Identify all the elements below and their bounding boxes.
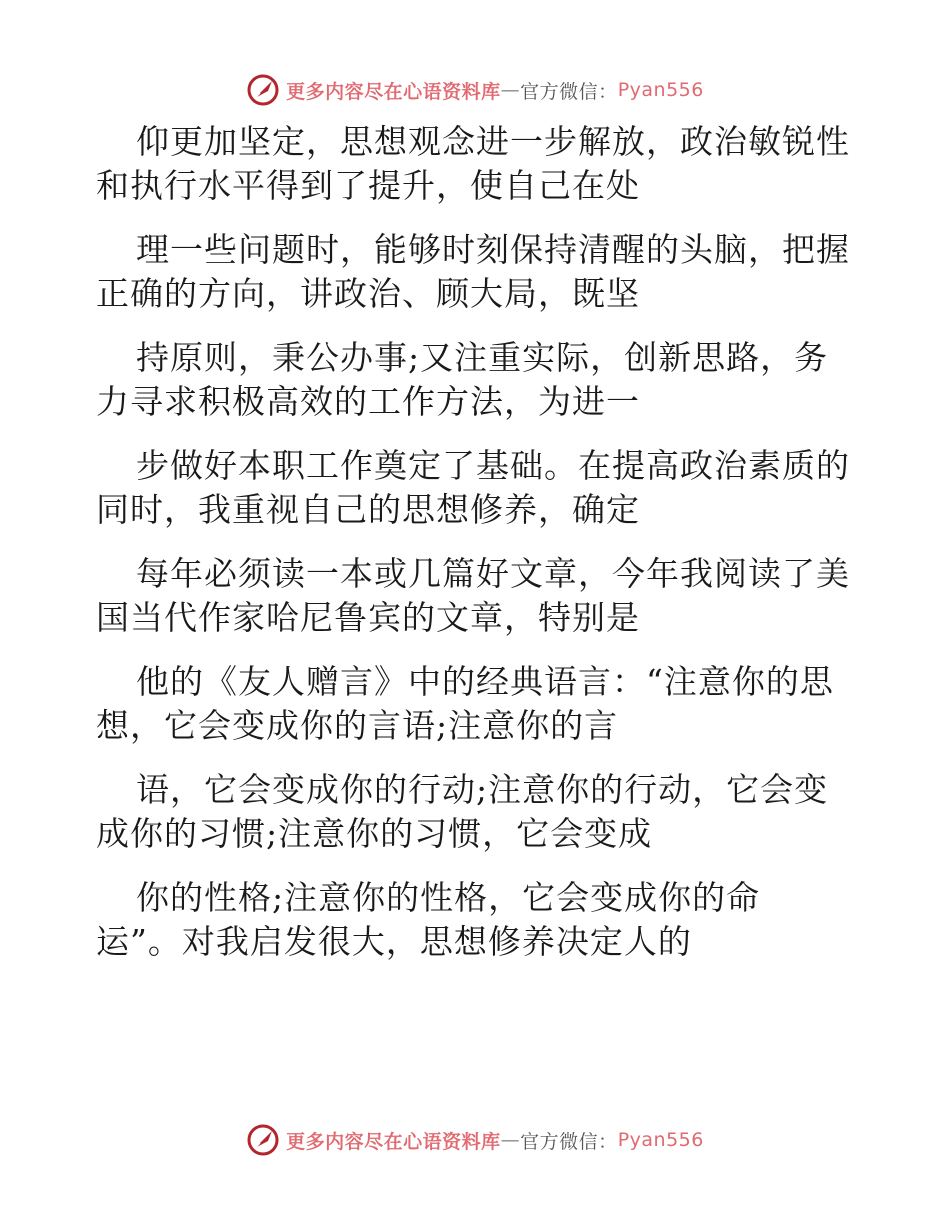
text-line: 理一些问题时，能够时刻保持清醒的头脑，把握 <box>136 230 850 269</box>
header-banner <box>0 70 950 110</box>
paragraph <box>96 660 856 748</box>
paragraph <box>96 228 856 316</box>
text-line: 持原则，秉公办事;又注重实际，创新思路，务 <box>136 338 829 377</box>
text-line: 同时，我重视自己的思想修养，确定 <box>96 490 640 529</box>
banner-text <box>286 1127 704 1154</box>
wechat-id: Pyan556 <box>617 1129 704 1151</box>
banner-text <box>286 77 704 104</box>
quill-logo-icon <box>246 1123 280 1157</box>
text-line: 每年必须读一本或几篇好文章，今年我阅读了美 <box>136 554 850 593</box>
banner-dash: — <box>500 79 521 101</box>
wechat-label: 官方微信： <box>520 1130 618 1153</box>
quill-logo-icon <box>246 73 280 107</box>
wechat-label: 官方微信： <box>520 80 618 103</box>
paragraph <box>96 768 856 856</box>
text-line: 运”。对我启发很大，思想修养决定人的 <box>96 922 692 961</box>
text-line: 和执行水平得到了提升，使自己在处 <box>96 166 640 205</box>
wechat-id: Pyan556 <box>617 79 704 101</box>
paragraph <box>96 876 856 964</box>
paragraph <box>96 120 856 208</box>
text-line: 成你的习惯;注意你的习惯，它会变成 <box>96 814 653 853</box>
text-line: 你的性格;注意你的性格，它会变成你的命 <box>136 878 761 917</box>
text-line: 正确的方向，讲政治、顾大局，既坚 <box>96 274 640 313</box>
text-line: 力寻求积极高效的工作方法，为进一 <box>96 382 640 421</box>
paragraph <box>96 444 856 532</box>
paragraph <box>96 336 856 424</box>
text-line: 仰更加坚定，思想观念进一步解放，政治敏锐性 <box>136 122 850 161</box>
text-line: 他的《友人赠言》中的经典语言：“注意你的思 <box>136 662 834 701</box>
banner-dash: — <box>500 1129 521 1151</box>
text-line: 想，它会变成你的言语;注意你的言 <box>96 706 619 745</box>
footer-banner <box>0 1120 950 1160</box>
text-line: 语，它会变成你的行动;注意你的行动，它会变 <box>136 770 829 809</box>
text-line: 步做好本职工作奠定了基础。在提高政治素质的 <box>136 446 850 485</box>
library-text: 更多内容尽在心语资料库 <box>286 1130 501 1153</box>
paragraph <box>96 552 856 640</box>
document-body <box>96 120 856 964</box>
library-text: 更多内容尽在心语资料库 <box>286 80 501 103</box>
text-line: 国当代作家哈尼鲁宾的文章，特别是 <box>96 598 640 637</box>
